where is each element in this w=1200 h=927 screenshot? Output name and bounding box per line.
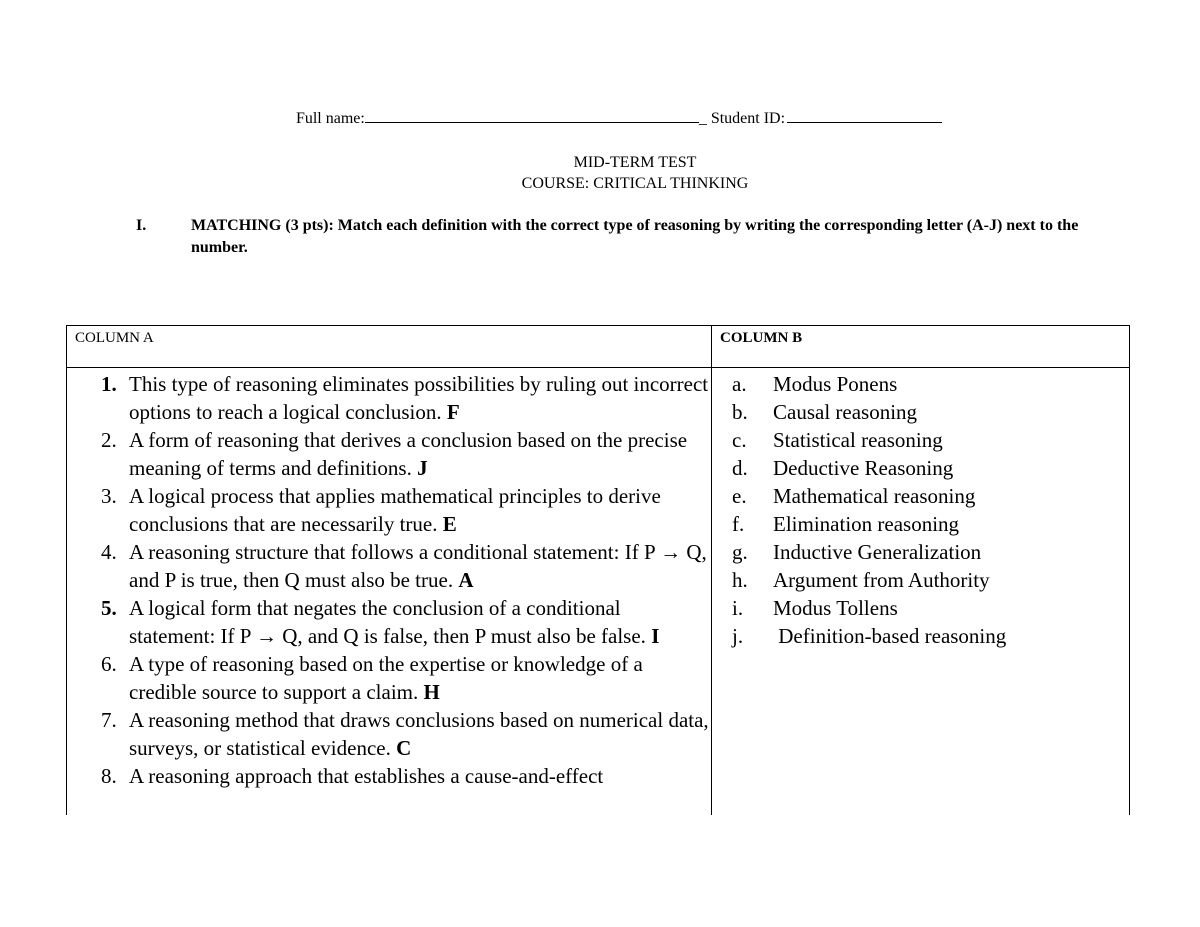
student-info-line: Full name: _ Student ID: xyxy=(0,110,1200,128)
reasoning-type-item xyxy=(712,370,1130,398)
test-title: MID-TERM TEST xyxy=(573,154,697,171)
reasoning-letter: e. xyxy=(732,484,747,508)
definition-item xyxy=(67,370,711,426)
definition-text: A reasoning method that draws conclusions based on numerical data, surveys, or statistical evidence. xyxy=(129,708,709,760)
reasoning-letter: i. xyxy=(732,596,744,620)
reasoning-letter: d. xyxy=(732,456,748,480)
definition-number: 6. xyxy=(101,652,117,676)
definition-item xyxy=(67,650,711,706)
column-b-header: COLUMN B xyxy=(720,330,803,346)
answer-letter: J xyxy=(417,456,428,480)
definition-item xyxy=(67,426,711,482)
answer-letter: E xyxy=(442,512,457,536)
table-header-row xyxy=(67,326,1129,368)
column-b-list xyxy=(712,370,1130,650)
reasoning-type-item xyxy=(712,594,1130,622)
definition-text: A reasoning approach that establishes a cause-and-effect xyxy=(129,764,604,788)
full-name-blank[interactable] xyxy=(365,110,699,123)
reasoning-type-text: Modus Tollens xyxy=(773,596,898,620)
column-a-list xyxy=(67,370,711,814)
section-number: I. xyxy=(136,217,147,234)
definition-text: A logical process that applies mathematical principles to derive conclusions that are necessarily true. xyxy=(129,484,661,536)
reasoning-type-text: Elimination reasoning xyxy=(773,512,960,536)
definition-text: A reasoning structure that follows a conditional statement: If P → Q, and P is true, then Q must also be true. xyxy=(129,540,707,592)
reasoning-letter: j. xyxy=(732,624,744,648)
reasoning-letter: c. xyxy=(732,428,747,452)
reasoning-type-item xyxy=(712,566,1130,594)
definition-item xyxy=(67,706,711,762)
definition-number: 1. xyxy=(101,372,117,396)
reasoning-type-text: Statistical reasoning xyxy=(773,428,943,452)
definition-text: This type of reasoning eliminates possibilities by ruling out incorrect options to reach a logical conclusion. xyxy=(129,372,709,424)
student-id-blank[interactable] xyxy=(787,110,942,123)
reasoning-type-item xyxy=(712,398,1130,426)
definition-number: 2. xyxy=(101,428,117,452)
definition-number: 7. xyxy=(101,708,117,732)
reasoning-letter: b. xyxy=(732,400,748,424)
definition-text: A logical form that negates the conclusion of a conditional statement: If P → Q, and Q is false, then P must also be false. xyxy=(129,596,646,648)
reasoning-type-item xyxy=(712,622,1130,650)
definition-text: A form of reasoning that derives a conclusion based on the precise meaning of terms and definitions. xyxy=(129,428,688,480)
definition-text: A type of reasoning based on the expertise or knowledge of a credible source to support a claim. xyxy=(129,652,643,704)
definition-number: 5. xyxy=(101,596,117,620)
reasoning-type-text: Causal reasoning xyxy=(773,400,918,424)
course-title: COURSE: CRITICAL THINKING xyxy=(521,175,749,192)
reasoning-letter: a. xyxy=(732,372,747,396)
section-instruction xyxy=(136,215,1106,259)
definition-item xyxy=(67,482,711,538)
reasoning-type-item xyxy=(712,538,1130,566)
reasoning-letter: h. xyxy=(732,568,748,592)
student-id-label: Student ID: xyxy=(710,110,786,127)
reasoning-letter: f. xyxy=(732,512,745,536)
reasoning-type-text: Argument from Authority xyxy=(773,568,990,592)
reasoning-type-item xyxy=(712,510,1130,538)
reasoning-type-item xyxy=(712,482,1130,510)
definition-item xyxy=(67,594,711,650)
definition-number: 4. xyxy=(101,540,117,564)
full-name-label: Full name: xyxy=(295,110,365,127)
definition-number: 8. xyxy=(101,764,117,788)
reasoning-letter: g. xyxy=(732,540,748,564)
matching-table xyxy=(66,325,1130,815)
answer-letter: C xyxy=(396,736,412,760)
reasoning-type-text: Definition-based reasoning xyxy=(773,624,1007,648)
definition-number: 3. xyxy=(101,484,117,508)
answer-letter: F xyxy=(446,400,460,424)
reasoning-type-text: Deductive Reasoning xyxy=(773,456,954,480)
reasoning-type-item xyxy=(712,454,1130,482)
reasoning-type-text: Modus Ponens xyxy=(773,372,898,396)
reasoning-type-text: Inductive Generalization xyxy=(773,540,982,564)
definition-item xyxy=(67,538,711,594)
answer-letter: A xyxy=(458,568,474,592)
reasoning-type-item xyxy=(712,426,1130,454)
definition-item xyxy=(67,762,711,790)
instruction-text: MATCHING (3 pts): Match each definition with the correct type of reasoning by writing the corresponding letter (A-J) next to the number. xyxy=(191,217,1079,256)
reasoning-type-text: Mathematical reasoning xyxy=(773,484,976,508)
column-a-header: COLUMN A xyxy=(75,330,154,346)
test-titles xyxy=(0,152,1200,194)
answer-letter: H xyxy=(423,680,440,704)
answer-letter: I xyxy=(651,624,660,648)
